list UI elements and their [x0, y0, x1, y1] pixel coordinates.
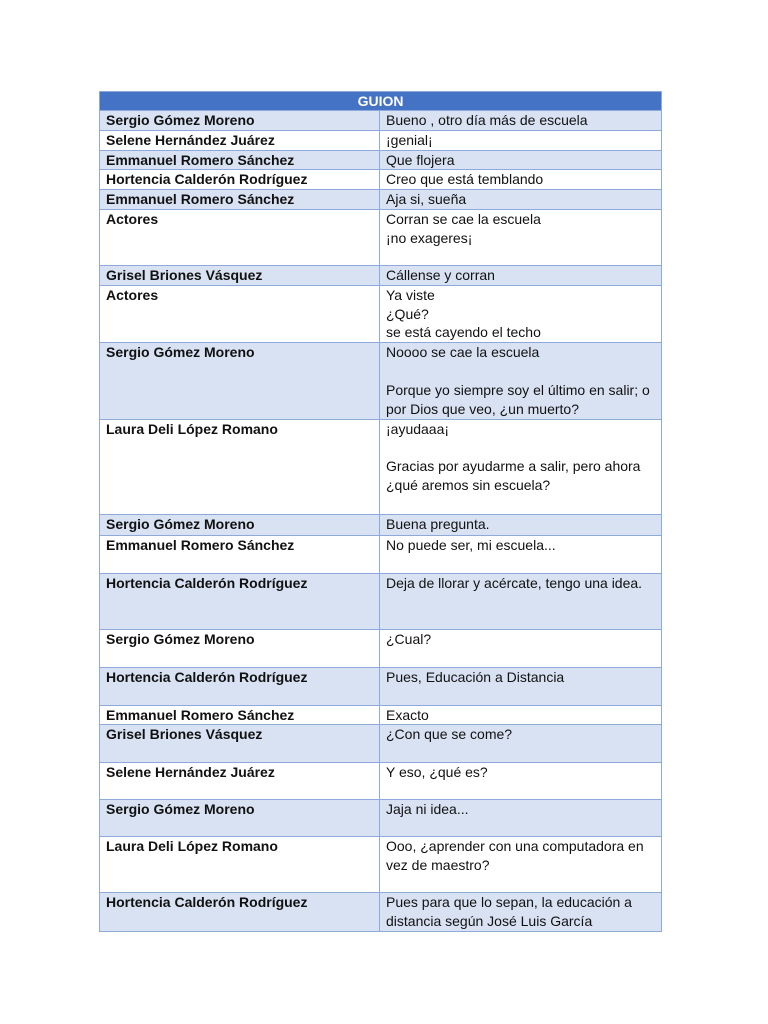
- speaker-cell: Hortencia Calderón Rodríguez: [100, 893, 380, 932]
- dialogue-line: Y eso, ¿qué es?: [386, 764, 488, 781]
- table-row: [100, 535, 662, 573]
- dialogue-line: [386, 438, 655, 457]
- table-row: [100, 150, 662, 170]
- dialogue-cell: [380, 514, 662, 535]
- dialogue-cell: [380, 535, 662, 573]
- dialogue-line: Deja de llorar y acércate, tengo una idea.: [386, 574, 643, 591]
- table-header-row: [100, 92, 662, 111]
- table-row: [100, 705, 662, 725]
- dialogue-cell: [380, 837, 662, 893]
- dialogue-line: Pues, Educación a Distancia: [386, 668, 565, 685]
- dialogue-cell: [380, 705, 662, 725]
- speaker-cell: Emmanuel Romero Sánchez: [100, 535, 380, 573]
- speaker-cell: Laura Deli López Romano: [100, 837, 380, 893]
- speaker-cell: Actores: [100, 285, 380, 342]
- dialogue-line: Porque yo siempre soy el último en salir; o por Dios que veo, ¿un muerto?: [386, 381, 650, 417]
- speaker-cell: Hortencia Calderón Rodríguez: [100, 573, 380, 629]
- dialogue-line: Creo que está temblando: [386, 171, 544, 188]
- table-row: [100, 343, 662, 419]
- dialogue-cell: [380, 209, 662, 265]
- dialogue-cell: [380, 285, 662, 342]
- dialogue-cell: [380, 667, 662, 705]
- speaker-cell: Selene Hernández Juárez: [100, 763, 380, 800]
- speaker-cell: Emmanuel Romero Sánchez: [100, 150, 380, 170]
- table-row: [100, 130, 662, 150]
- dialogue-cell: [380, 170, 662, 190]
- table-row: [100, 111, 662, 131]
- dialogue-cell: [380, 893, 662, 932]
- speaker-cell: Laura Deli López Romano: [100, 419, 380, 514]
- table-row: [100, 514, 662, 535]
- speaker-cell: Sergio Gómez Moreno: [100, 343, 380, 419]
- table-row: [100, 209, 662, 265]
- dialogue-line: ¡no exageres¡: [386, 229, 473, 246]
- dialogue-line: Ya viste: [386, 286, 435, 303]
- dialogue-line: ¿Con que se come?: [386, 726, 513, 743]
- dialogue-cell: [380, 573, 662, 629]
- dialogue-cell: [380, 725, 662, 763]
- dialogue-line: Corran se cae la escuela: [386, 210, 541, 227]
- dialogue-line: Que flojera: [386, 151, 455, 168]
- dialogue-cell: [380, 190, 662, 210]
- dialogue-cell: [380, 130, 662, 150]
- speaker-cell: Sergio Gómez Moreno: [100, 800, 380, 837]
- dialogue-line: Cállense y corran: [386, 266, 495, 283]
- table-row: [100, 419, 662, 514]
- dialogue-line: Jaja ni idea...: [386, 801, 469, 818]
- table-row: [100, 893, 662, 932]
- dialogue-line: Pues para que lo sepan, la educación a distancia según José Luis García: [386, 894, 632, 930]
- speaker-cell: Emmanuel Romero Sánchez: [100, 705, 380, 725]
- speaker-cell: Sergio Gómez Moreno: [100, 111, 380, 131]
- table-row: [100, 265, 662, 285]
- dialogue-line: Buena pregunta.: [386, 515, 490, 532]
- table-row: [100, 170, 662, 190]
- dialogue-cell: [380, 343, 662, 419]
- dialogue-cell: [380, 419, 662, 514]
- speaker-cell: Selene Hernández Juárez: [100, 130, 380, 150]
- dialogue-line: se está cayendo el techo: [386, 324, 541, 341]
- table-title: GUION: [100, 92, 662, 111]
- script-table: [99, 91, 662, 932]
- table-row: [100, 725, 662, 763]
- dialogue-line: No puede ser, mi escuela...: [386, 536, 556, 553]
- dialogue-line: Gracias por ayudarme a salir, pero ahora ¿qué aremos sin escuela?: [386, 458, 641, 494]
- dialogue-line: Bueno , otro día más de escuela: [386, 112, 588, 128]
- dialogue-line: Noooo se cae la escuela: [386, 344, 540, 361]
- table-row: [100, 763, 662, 800]
- dialogue-line: Ooo, ¿aprender con una computadora en vez de maestro?: [386, 838, 644, 874]
- table-row: [100, 837, 662, 893]
- script-body: [100, 111, 662, 932]
- dialogue-line: ¡ayudaaa¡: [386, 420, 450, 437]
- dialogue-cell: [380, 265, 662, 285]
- speaker-cell: Hortencia Calderón Rodríguez: [100, 170, 380, 190]
- table-row: [100, 667, 662, 705]
- table-row: [100, 190, 662, 210]
- speaker-cell: Hortencia Calderón Rodríguez: [100, 667, 380, 705]
- dialogue-cell: [380, 763, 662, 800]
- speaker-cell: Actores: [100, 209, 380, 265]
- speaker-cell: Grisel Briones Vásquez: [100, 265, 380, 285]
- dialogue-line: ¿Cual?: [386, 630, 432, 647]
- dialogue-line: ¿Qué?: [386, 305, 429, 322]
- table-row: [100, 800, 662, 837]
- dialogue-line: Aja si, sueña: [386, 191, 467, 208]
- speaker-cell: Sergio Gómez Moreno: [100, 629, 380, 667]
- dialogue-line: Exacto: [386, 706, 429, 723]
- dialogue-cell: [380, 111, 662, 131]
- dialogue-line: ¡genial¡: [386, 131, 433, 148]
- table-row: [100, 573, 662, 629]
- table-row: [100, 629, 662, 667]
- speaker-cell: Grisel Briones Vásquez: [100, 725, 380, 763]
- table-row: [100, 285, 662, 342]
- dialogue-line: [386, 362, 655, 381]
- dialogue-cell: [380, 800, 662, 837]
- speaker-cell: Emmanuel Romero Sánchez: [100, 190, 380, 210]
- dialogue-cell: [380, 150, 662, 170]
- dialogue-cell: [380, 629, 662, 667]
- speaker-cell: Sergio Gómez Moreno: [100, 514, 380, 535]
